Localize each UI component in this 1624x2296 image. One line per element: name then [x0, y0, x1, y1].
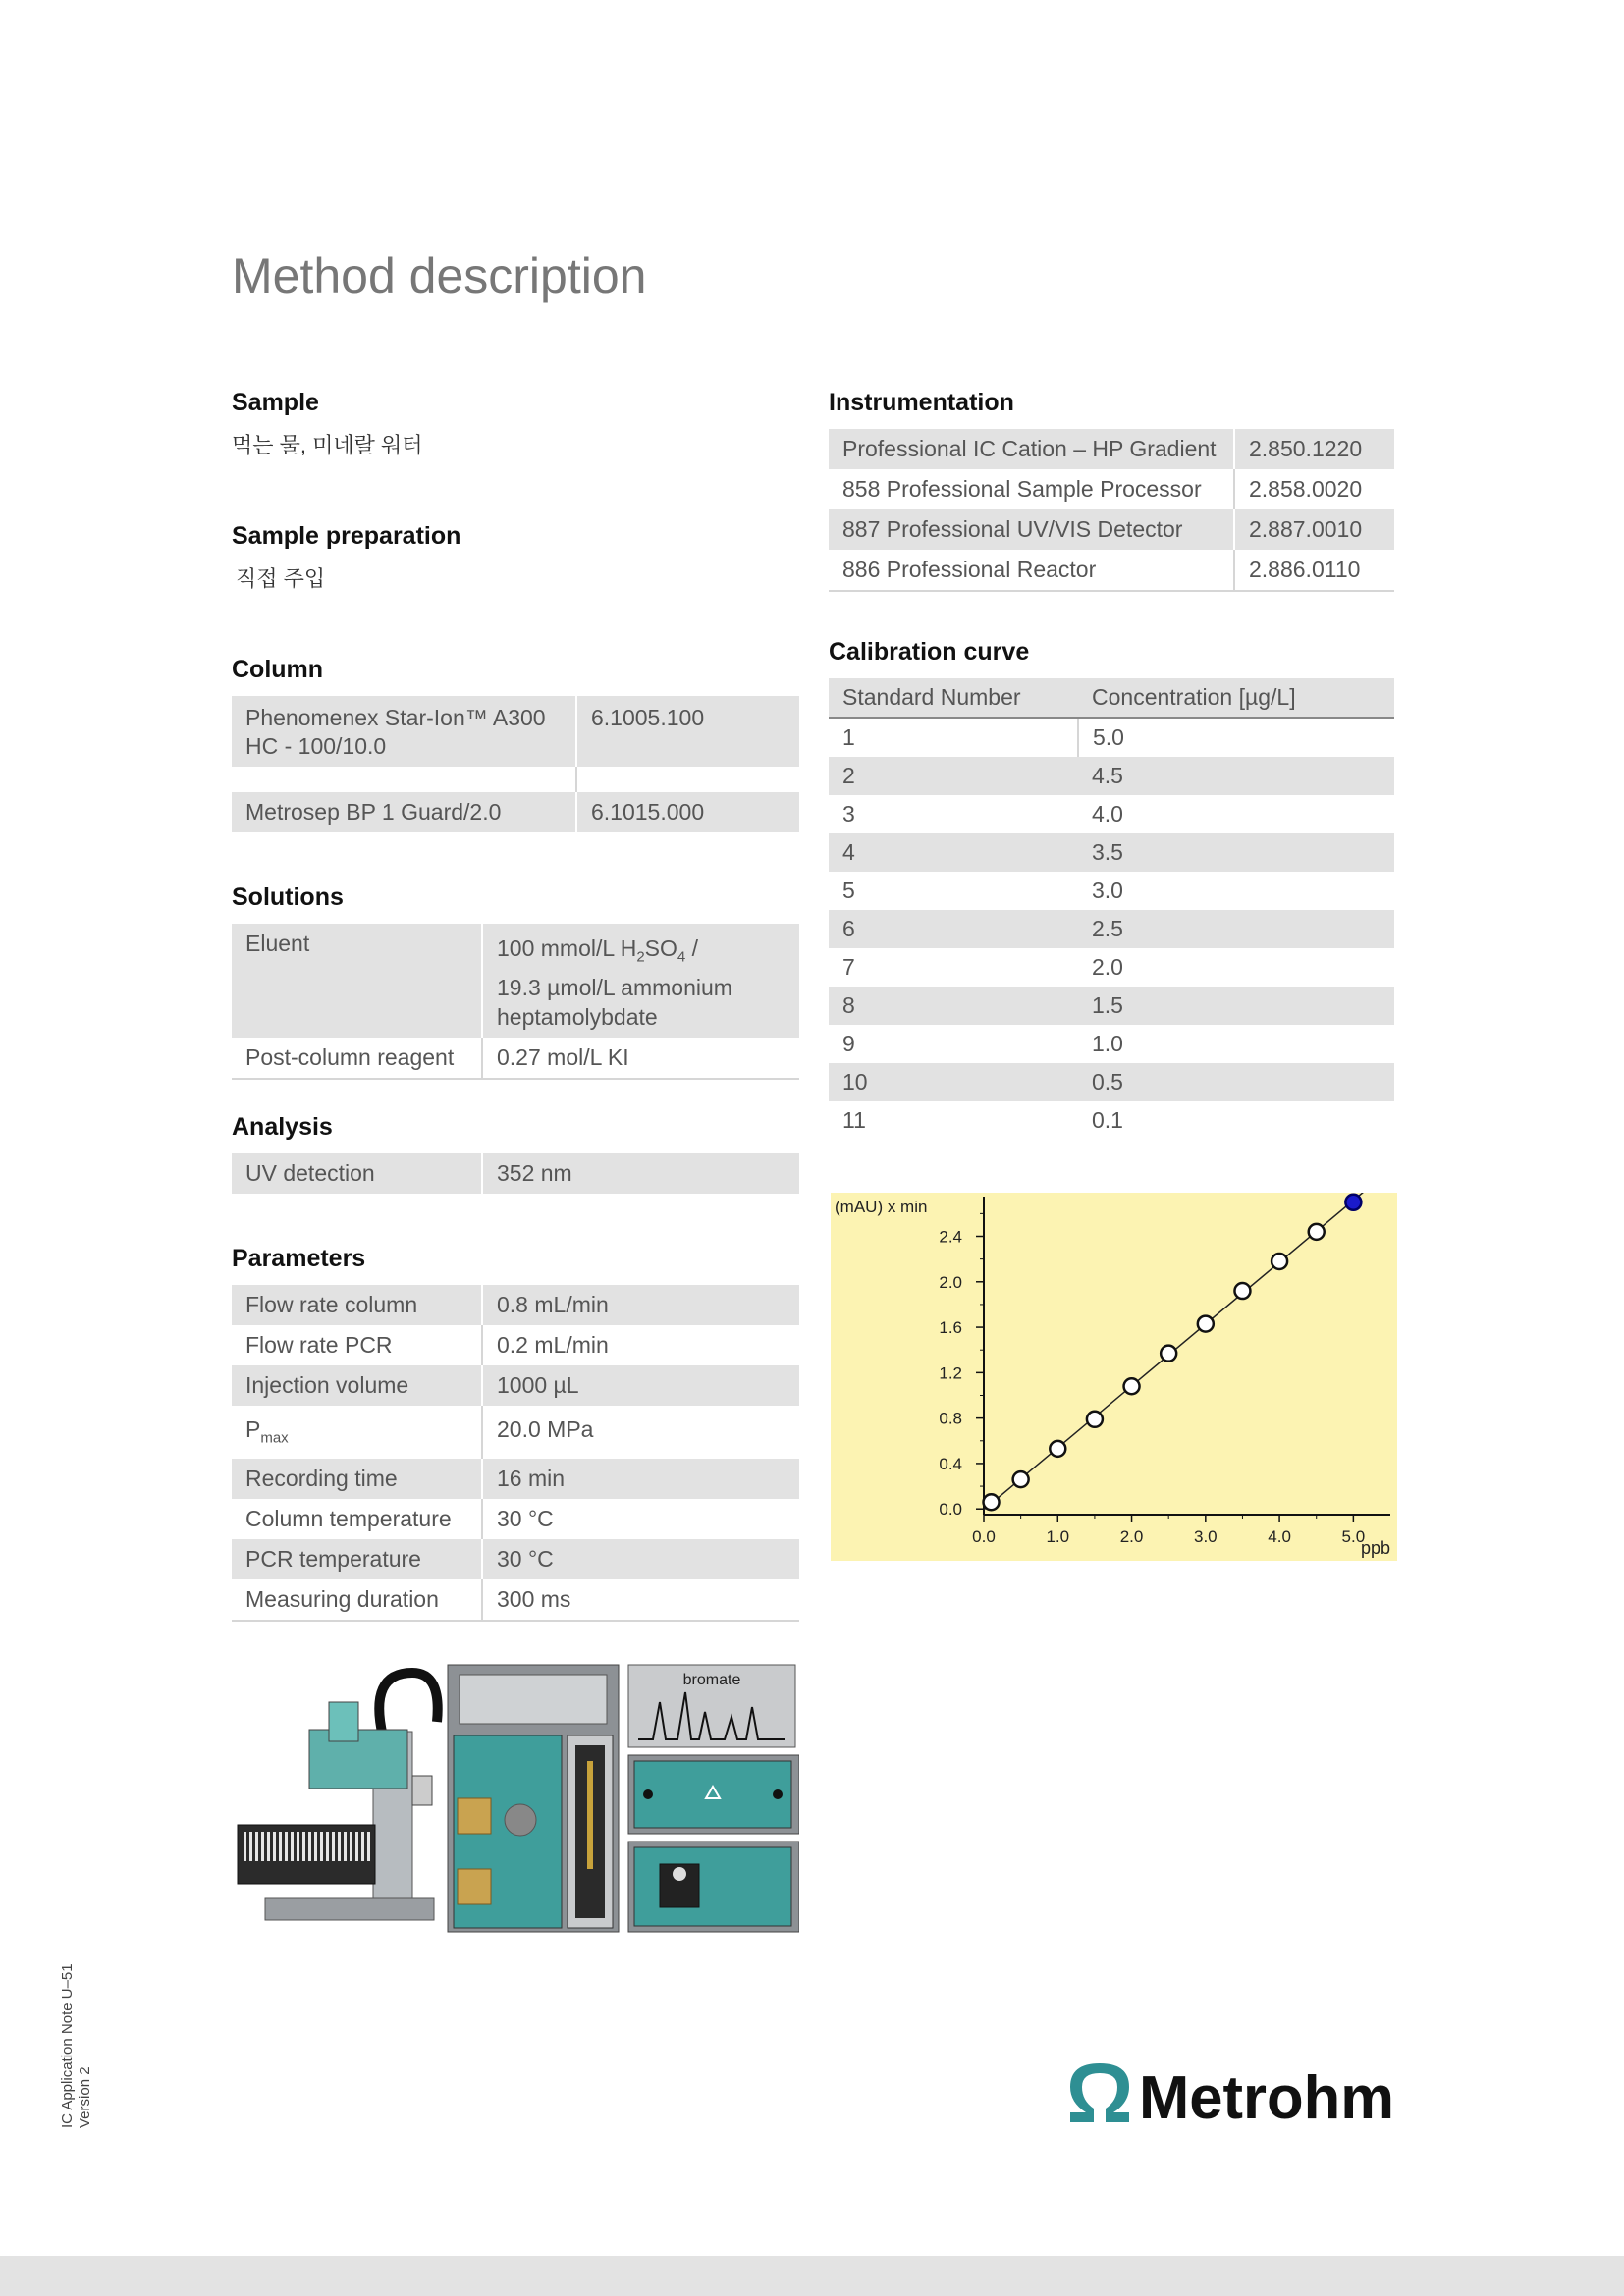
sample-prep-text: 직접 주입: [236, 566, 326, 591]
standard-number: 7: [842, 954, 855, 980]
param-value: 16 min: [482, 1459, 799, 1499]
y-tick-label: 1.6: [939, 1318, 962, 1338]
table-row: [232, 1579, 799, 1621]
table-row: [232, 1325, 799, 1365]
footer-bar: [0, 2256, 1624, 2296]
table-row: [829, 718, 1394, 757]
pmax-sub: max: [260, 1429, 289, 1447]
x-axis-label: ppb: [1361, 1538, 1391, 1558]
sample-processor-image: [238, 1673, 438, 1920]
concentration: 1.5: [1078, 987, 1394, 1025]
pcr-value: 0.27 mol/L KI: [482, 1038, 799, 1079]
side-note-line1: IC Application Note U–51: [59, 1963, 76, 2128]
table-row: [829, 469, 1394, 509]
concentration: 0.1: [1092, 1107, 1123, 1133]
calibration-chart: [831, 1193, 1397, 1561]
data-point: [1272, 1254, 1287, 1269]
y-tick-label: 1.2: [939, 1363, 962, 1383]
param-label: Column temperature: [245, 1505, 452, 1531]
eluent-text: /: [685, 935, 699, 961]
data-point: [1234, 1283, 1250, 1299]
standard-number: 4: [829, 833, 1078, 872]
omega-logo-icon: [1066, 2059, 1396, 2128]
sample-prep-section: [232, 522, 799, 656]
sample-text: 먹는 물, 미네랄 워터: [232, 433, 423, 457]
sample-heading: Sample: [232, 389, 319, 416]
instrument-illustration: [236, 1663, 799, 1934]
instrumentation-heading: Instrumentation: [829, 389, 1014, 416]
table-row: [232, 1038, 799, 1079]
detector-image: [628, 1665, 799, 1932]
chromatogram-label: bromate: [682, 1672, 741, 1688]
instrument-name: Professional IC Cation – HP Gradient: [829, 429, 1234, 469]
data-point: [1161, 1346, 1176, 1362]
param-value: 30 °C: [482, 1499, 799, 1539]
table-row: [829, 910, 1394, 948]
instrument-code: 2.858.0020: [1234, 469, 1394, 509]
table-row: [829, 429, 1394, 469]
standard-number: 1: [842, 724, 855, 750]
logo-text: Metrohm: [1139, 2064, 1394, 2128]
instrument-name: 858 Professional Sample Processor: [842, 476, 1202, 502]
standard-number: 11: [842, 1107, 866, 1133]
table-row: [232, 1365, 799, 1406]
ic-instrument-image: [448, 1665, 619, 1932]
y-tick-label: 0.8: [939, 1409, 962, 1428]
eluent-text: SO: [644, 935, 677, 961]
eluent-sub: 4: [677, 948, 686, 966]
x-tick-label: 2.0: [1119, 1527, 1144, 1546]
concentration: 4.0: [1092, 801, 1123, 827]
concentration: 0.5: [1078, 1063, 1394, 1101]
left-column: [232, 389, 799, 1622]
column-name: [232, 767, 576, 792]
column-table: [232, 696, 799, 832]
param-label: Flow rate PCR: [245, 1332, 393, 1358]
standard-number: 5: [842, 878, 855, 903]
table-row: [829, 509, 1394, 550]
data-point: [1124, 1378, 1140, 1394]
param-value: 30 °C: [482, 1539, 799, 1579]
param-label: PCR temperature: [232, 1539, 482, 1579]
analysis-value: 352 nm: [482, 1153, 799, 1194]
param-label: [232, 1406, 482, 1459]
y-tick-label: 0.4: [939, 1454, 962, 1473]
metrohm-logo: [1066, 2059, 1396, 2128]
parameters-section: [232, 1245, 799, 1622]
analysis-section: [232, 1113, 799, 1245]
column-heading: Column: [232, 656, 324, 683]
table-row: [232, 1539, 799, 1579]
x-tick-label: 5.0: [1341, 1527, 1366, 1546]
standard-number: 10: [829, 1063, 1078, 1101]
calibration-chart-svg: [831, 1193, 1397, 1561]
param-label: Measuring duration: [245, 1585, 439, 1612]
eluent-label: Eluent: [232, 924, 482, 1038]
table-row: [829, 872, 1394, 910]
table-row: [829, 948, 1394, 987]
data-point: [1345, 1195, 1361, 1210]
table-row: [232, 1153, 799, 1194]
sample-section: [232, 389, 799, 522]
calibration-col1: Standard Number: [829, 678, 1078, 718]
data-point: [1198, 1316, 1214, 1332]
table-row: [829, 795, 1394, 833]
analysis-table: [232, 1153, 799, 1194]
eluent-text: heptamolybdate: [497, 1003, 658, 1030]
standard-number: 9: [842, 1031, 855, 1056]
calibration-body: [829, 718, 1394, 1140]
data-point: [1309, 1224, 1325, 1240]
table-row: [232, 1459, 799, 1499]
analysis-label: UV detection: [232, 1153, 482, 1194]
solutions-table: [232, 924, 799, 1080]
column-name: Metrosep BP 1 Guard/2.0: [232, 792, 576, 832]
standard-number: 8: [829, 987, 1078, 1025]
data-point: [1050, 1441, 1065, 1457]
instrument-code: 2.886.0110: [1234, 550, 1394, 591]
table-row: [232, 1499, 799, 1539]
pcr-label: Post-column reagent: [245, 1043, 455, 1070]
eluent-value: [482, 924, 799, 1038]
x-tick-label: 1.0: [1046, 1527, 1070, 1546]
param-label: Injection volume: [232, 1365, 482, 1406]
x-tick-label: 4.0: [1268, 1527, 1291, 1546]
param-label: Flow rate column: [232, 1285, 482, 1325]
calibration-col2: Concentration [µg/L]: [1078, 678, 1394, 718]
param-value: 0.8 mL/min: [482, 1285, 799, 1325]
param-value: 20.0 MPa: [482, 1406, 799, 1459]
x-tick-label: 0.0: [972, 1527, 996, 1546]
table-row: [829, 757, 1394, 795]
x-tick-label: 3.0: [1193, 1527, 1218, 1546]
parameters-heading: Parameters: [232, 1245, 366, 1272]
y-tick-label: 0.0: [939, 1500, 962, 1520]
concentration: 5.0: [1078, 718, 1394, 757]
concentration: 2.0: [1092, 954, 1123, 980]
table-row: [829, 833, 1394, 872]
param-label: Recording time: [232, 1459, 482, 1499]
y-tick-label: 2.4: [939, 1227, 962, 1247]
y-axis-label: (mAU) x min: [835, 1198, 928, 1216]
column-code: [576, 767, 799, 792]
standard-number: 6: [829, 910, 1078, 948]
instrument-code: 2.850.1220: [1234, 429, 1394, 469]
column-name: Phenomenex Star-Ion™ A300 HC - 100/10.0: [232, 696, 576, 767]
table-row: [829, 1063, 1394, 1101]
instrumentation-table: [829, 429, 1394, 592]
table-row: [829, 1025, 1394, 1063]
data-point: [1013, 1471, 1029, 1487]
instrument-name: 887 Professional UV/VIS Detector: [829, 509, 1234, 550]
eluent-text: 100 mmol/L H: [497, 935, 637, 961]
data-point: [984, 1494, 1000, 1510]
parameters-table: [232, 1285, 799, 1622]
standard-number: 2: [829, 757, 1078, 795]
table-row: [829, 987, 1394, 1025]
solutions-section: [232, 883, 799, 1113]
calibration-table: [829, 678, 1394, 1140]
sample-prep-heading: Sample preparation: [232, 522, 461, 550]
table-row: [232, 1406, 799, 1459]
pmax-label: P: [245, 1416, 261, 1442]
side-note-line2: Version 2: [77, 2066, 93, 2128]
param-value: 300 ms: [482, 1579, 799, 1621]
standard-number: 3: [842, 801, 855, 827]
instrument-code: 2.887.0010: [1234, 509, 1394, 550]
concentration: 1.0: [1092, 1031, 1123, 1056]
column-code: 6.1015.000: [576, 792, 799, 832]
table-row: [232, 696, 799, 767]
table-row: [232, 924, 799, 1038]
table-header-row: [829, 678, 1394, 718]
table-row: [232, 792, 799, 832]
eluent-text: 19.3 µmol/L ammonium: [497, 974, 732, 1000]
analysis-heading: Analysis: [232, 1113, 333, 1141]
calibration-section: [829, 638, 1394, 1140]
eluent-sub: 2: [636, 948, 645, 966]
concentration: 2.5: [1078, 910, 1394, 948]
column-code: 6.1005.100: [576, 696, 799, 767]
right-column: [829, 389, 1394, 1140]
table-row: [829, 550, 1394, 591]
table-row: [829, 1101, 1394, 1140]
instrumentation-section: [829, 389, 1394, 638]
concentration: 4.5: [1078, 757, 1394, 795]
concentration: 3.5: [1078, 833, 1394, 872]
solutions-heading: Solutions: [232, 883, 344, 911]
column-section: [232, 656, 799, 883]
side-note: [59, 1963, 94, 2128]
table-row: [232, 767, 799, 792]
y-tick-label: 2.0: [939, 1272, 962, 1292]
param-value: 1000 µL: [482, 1365, 799, 1406]
calibration-heading: Calibration curve: [829, 638, 1030, 666]
param-value: 0.2 mL/min: [482, 1325, 799, 1365]
page-title: Method description: [232, 248, 647, 303]
table-row: [232, 1285, 799, 1325]
instrument-illustration-svg: [236, 1663, 799, 1934]
concentration: 3.0: [1092, 878, 1123, 903]
instrument-name: 886 Professional Reactor: [842, 557, 1097, 582]
data-point: [1087, 1412, 1103, 1427]
fit-line: [984, 1193, 1384, 1510]
